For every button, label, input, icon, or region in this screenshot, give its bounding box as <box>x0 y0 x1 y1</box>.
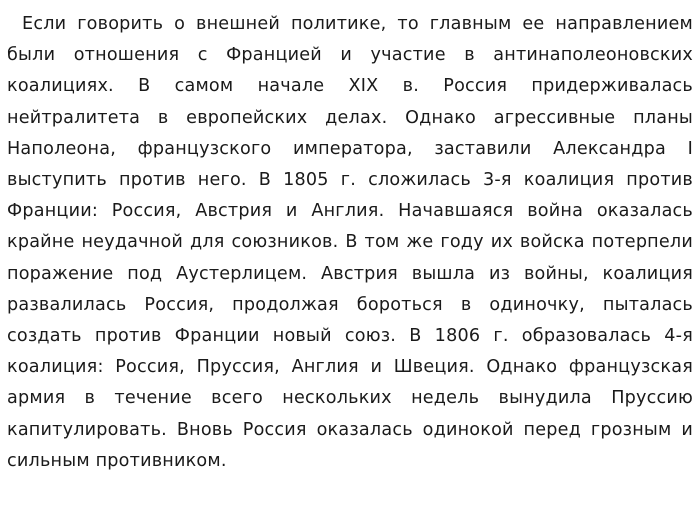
document-page <box>7 9 693 477</box>
body-paragraph: Если говорить о внешней политике, то главным ее направлением были отношения с Францией и участие в антинаполеоновских коалициях. В самом начале XIX в. Россия придерживалась нейтралитета в европейских делах. Однако агрессивные планы Наполеона, французского императора, заставили Александра I выступить против него. В 1805 г. сложилась 3-я коалиция против Франции: Россия, Австрия и Англия. Начавшаяся война оказалась крайне неудачной для союзников. В том же году их войска потерпели поражение под Аустерлицем. Австрия вышла из войны, коалиция развалилась Россия, продолжая бороться в одиночку, пыталась создать против Франции новый союз. В 1806 г. образовалась 4-я коалиция: Россия, Пруссия, Англия и Швеция. Однако французская армия в течение всего нескольких недель вынудила Пруссию капитулировать. Вновь Россия оказалась одинокой перед грозным и сильным противником. <box>7 14 693 471</box>
